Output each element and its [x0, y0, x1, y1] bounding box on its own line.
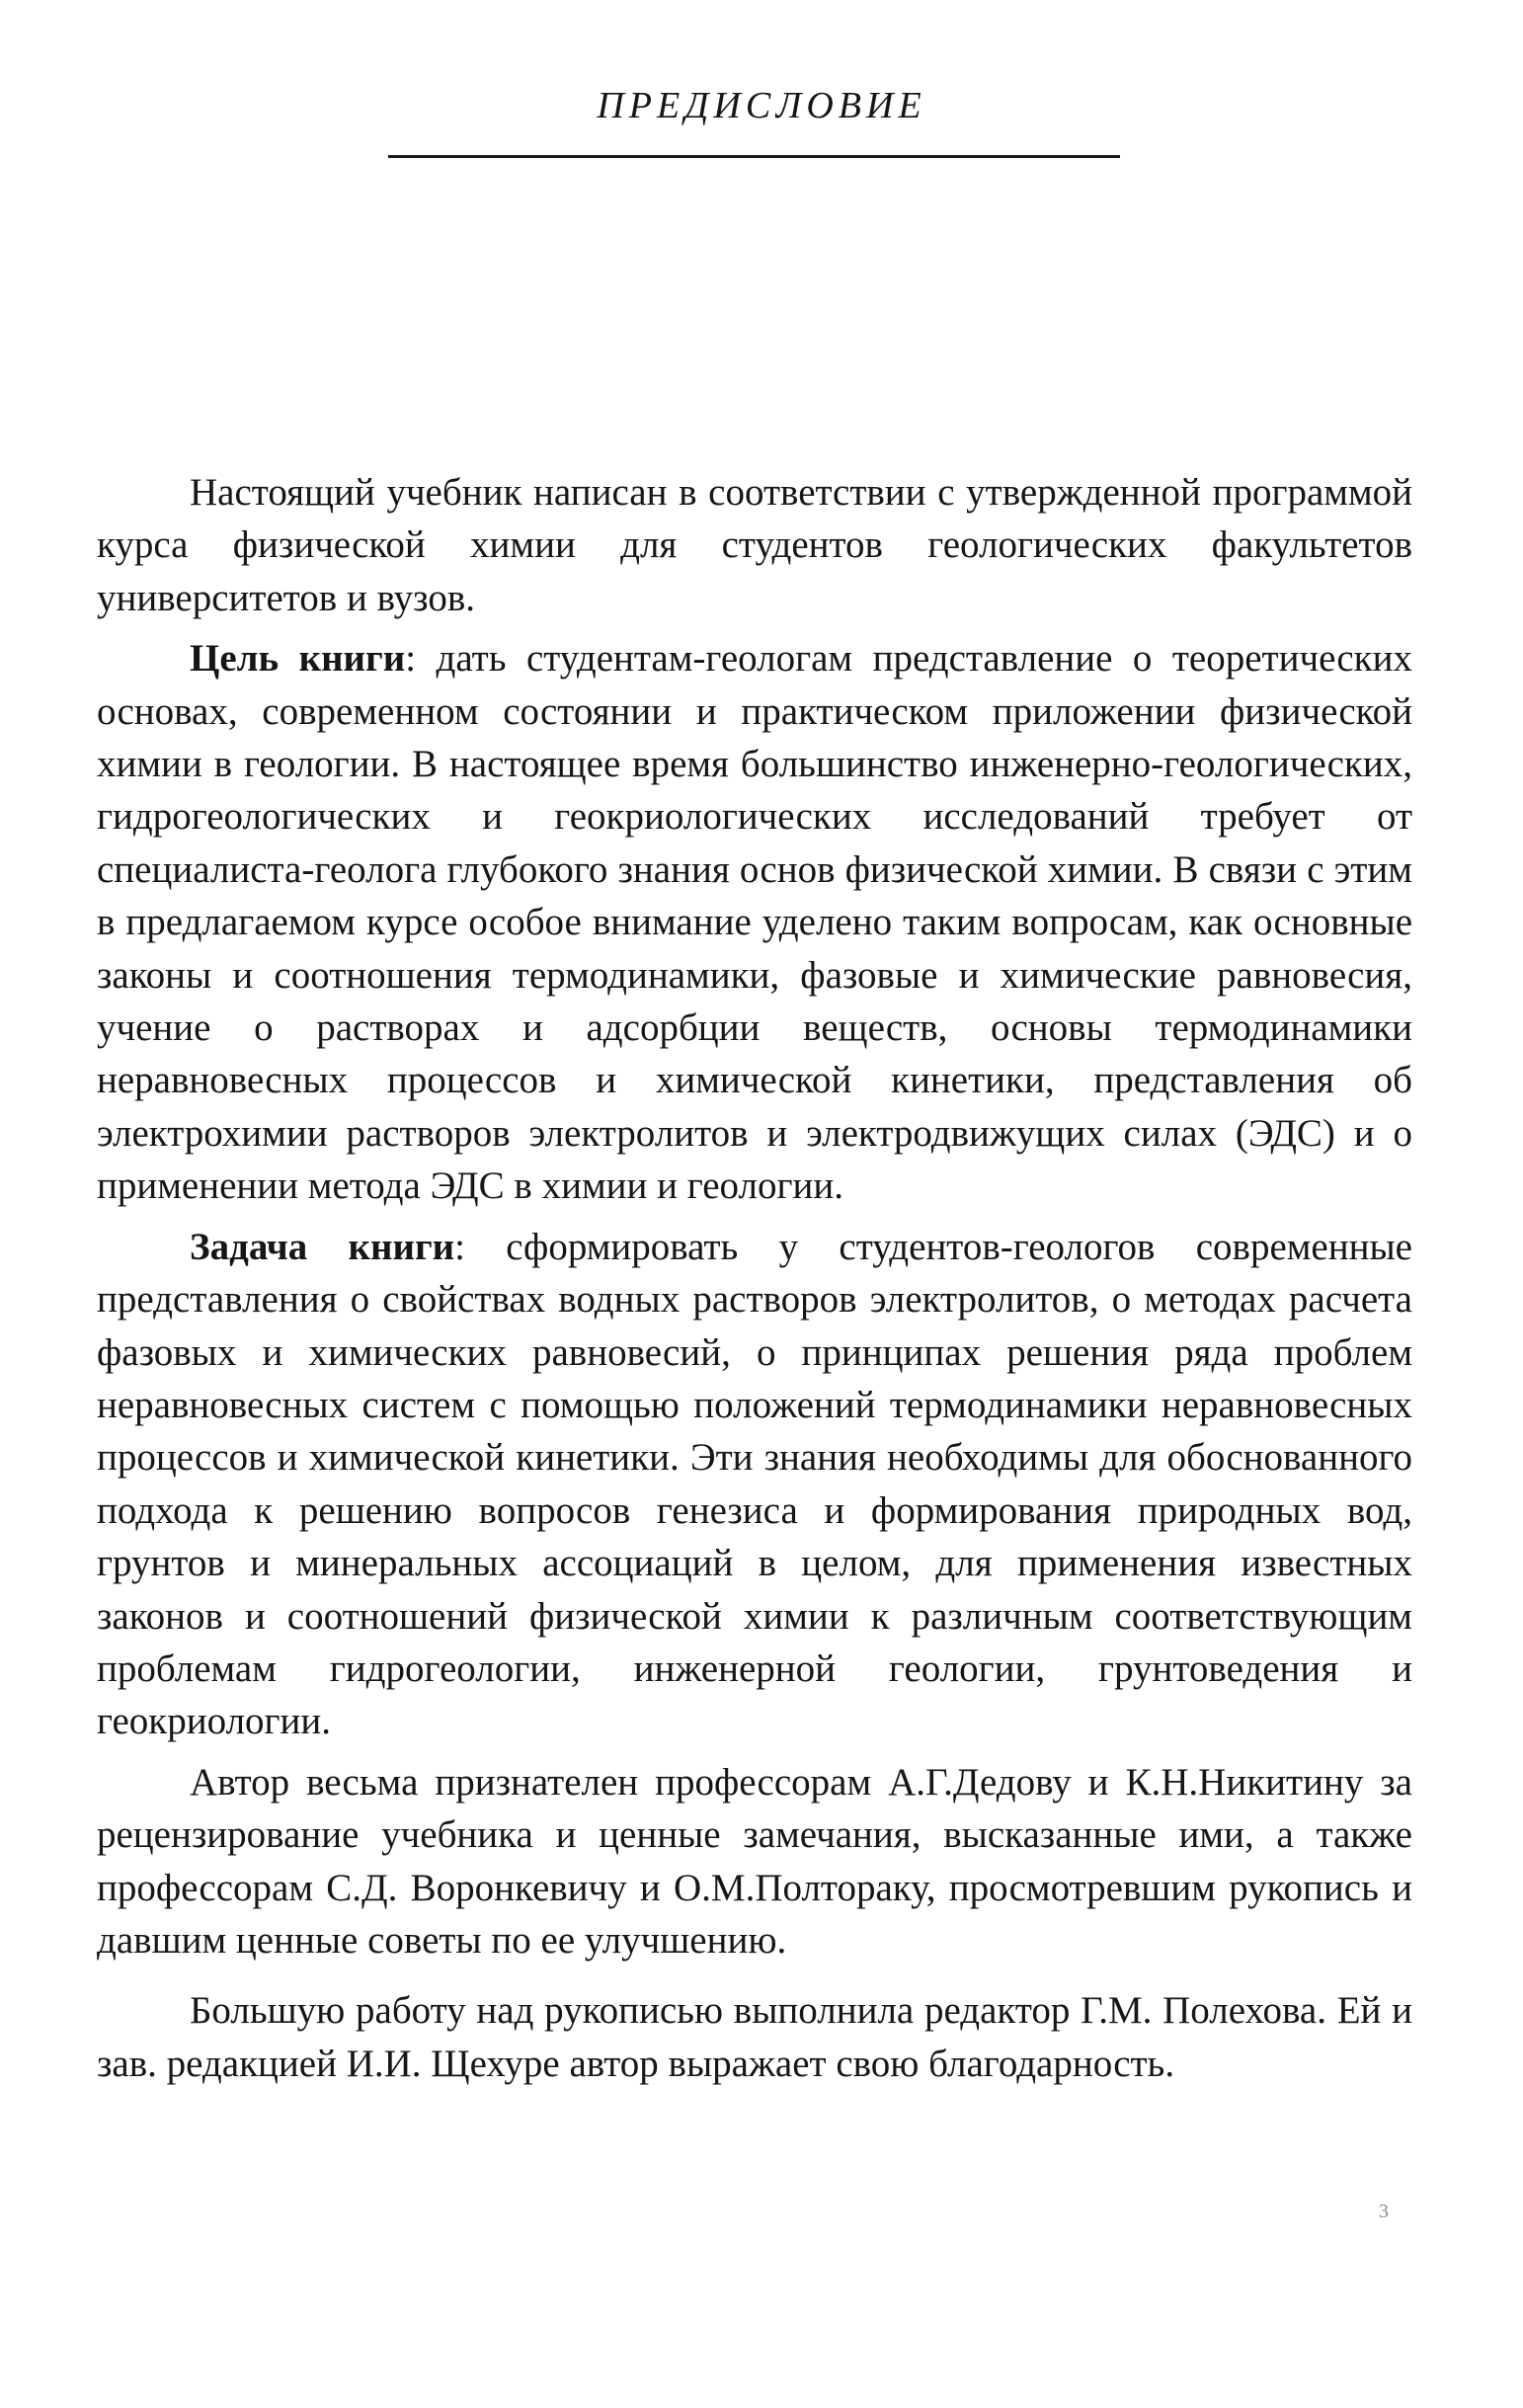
paragraph-intro: Настоящий учебник написан в соответствии с утвержденной программой курса физической химии для студентов геологических факультетов университетов и вузов. — [97, 471, 1412, 619]
task-text: : сформировать у студентов-геологов современные представления о свойствах водных растворов электролитов, о методах расчета фазовых и химических равновесий, о принципах решения ряда проблем неравновесных систем с помощью положений термодинамики неравновесных процессов и химической кинетики. Эти знания необходимы для обоснованного подхода к решению вопросов генезиса и формирования природных вод, грунтов и минеральных ассоциаций в целом, для применения известных законов и соотношений физической химии к различным соответствующим проблемам гидрогеологии, инженерной геологии, грунтоведения и геокриологии. — [97, 1225, 1412, 1743]
goal-label: Цель книги — [190, 637, 406, 681]
goal-text: : дать студентам-геологам представление о теоретических основах, современном состоянии и практическом приложении физической химии в геологии. В настоящее время большинство инженерно-геологических, гидрогеологических и геокриологических исследований требует от специалиста-геолога глубокого знания основ физической химии. В связи с этим в предлагаемом курсе особое внимание уделено таким вопросам, как основные законы и соотношения термодинамики, фазовые и химические равновесия, учение о растворах и адсорбции веществ, основы термодинамики неравновесных процессов и химической кинетики, представления об электрохимии растворов электролитов и электродвижущих силах (ЭДС) и о применении метода ЭДС в химии и геологии. — [97, 637, 1412, 1208]
preface-body — [97, 466, 1412, 2098]
page-number: 3 — [1379, 2201, 1389, 2222]
header-rule — [388, 155, 1120, 158]
page-title: ПРЕДИСЛОВИЕ — [597, 85, 926, 126]
paragraph-thanks: Большую работу над рукописью выполнила редактор Г.М. Полехова. Ей и зав. редакцией И.И. Щехуре автор выражает свою благодарность. — [97, 1989, 1412, 2085]
paragraph-acknowledgement: Автор весьма признателен профессорам А.Г.Дедову и К.Н.Никитину за рецензирование учебника и ценные замечания, высказанные ими, а также профессорам С.Д. Воронкевичу и О.М.Полтораку, просмотревшим рукопись и давшим ценные советы по ее улучшению. — [97, 1760, 1412, 1962]
paragraph-goal — [97, 632, 1412, 1212]
task-label: Задача книги — [190, 1225, 455, 1268]
paragraph-task — [97, 1221, 1412, 1748]
